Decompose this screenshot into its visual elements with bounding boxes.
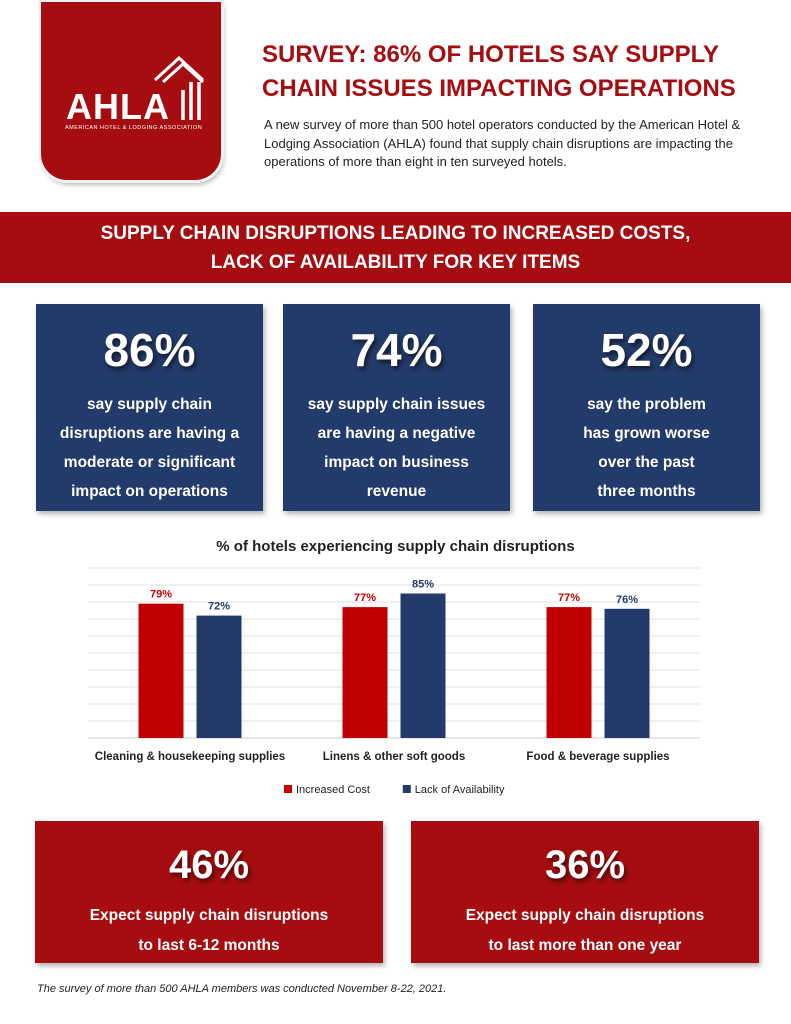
bar <box>197 616 242 738</box>
stat-card-2 <box>283 304 510 511</box>
legend-label: Lack of Availability <box>414 784 505 796</box>
data-label: 77% <box>353 592 377 605</box>
stat-desc-line: disruptions are having a <box>59 425 240 442</box>
legend-swatch <box>403 785 411 793</box>
stat-desc-line: say supply chain issues <box>307 396 486 413</box>
stat-desc-line: three months <box>597 483 696 500</box>
logo-text: AHLA <box>66 86 170 127</box>
bottom-stat-value: 36% <box>544 843 626 887</box>
page-title <box>262 38 772 106</box>
bottom-stat-desc-line: Expect supply chain disruptions <box>465 907 705 924</box>
stat-desc-line: impact on business <box>324 454 469 471</box>
stat-desc-line: has grown worse <box>583 425 710 442</box>
legend-swatch <box>284 785 292 793</box>
bar <box>605 609 650 738</box>
bar <box>343 607 388 738</box>
bottom-stat-description <box>35 901 383 961</box>
category-label: Linens & other soft goods <box>322 751 466 763</box>
stat-card-3 <box>533 304 760 511</box>
section-banner <box>0 212 791 283</box>
data-label: 76% <box>615 593 639 606</box>
banner-line-1: SUPPLY CHAIN DISRUPTIONS LEADING TO INCREASED COSTS, <box>100 223 691 244</box>
bar <box>401 594 446 739</box>
stat-desc-line: revenue <box>366 483 427 500</box>
data-label: 79% <box>149 588 173 601</box>
bottom-stat-card-1 <box>35 821 383 963</box>
data-label: 72% <box>207 600 231 613</box>
ahla-logo <box>41 2 221 180</box>
bottom-stat-value: 46% <box>168 843 250 887</box>
stat-description <box>533 390 760 506</box>
stat-value: 74% <box>350 324 443 376</box>
stat-desc-line: say the problem <box>587 396 706 413</box>
stat-desc-line: say supply chain <box>87 396 212 413</box>
stat-value: 52% <box>600 324 693 376</box>
stat-value: 86% <box>103 324 196 376</box>
stat-desc-line: moderate or significant <box>63 454 236 471</box>
stat-description <box>283 390 510 506</box>
stat-desc-line: are having a negative <box>317 425 476 442</box>
bottom-stat-description <box>411 901 759 961</box>
banner-line-2: LACK OF AVAILABILITY FOR KEY ITEMS <box>210 252 581 273</box>
intro-paragraph: A new survey of more than 500 hotel operators conducted by the American Hotel & Lodging Association (AHLA) found that supply chain disruptions are impacting the operations of more than eight in ten surveyed hotels. <box>264 117 741 169</box>
title-line-1: SURVEY: 86% OF HOTELS SAY SUPPLY <box>262 41 720 68</box>
legend-label: Increased Cost <box>296 784 370 796</box>
bar-chart <box>0 560 791 810</box>
bottom-stat-desc-line: Expect supply chain disruptions <box>89 907 329 924</box>
stat-desc-line: over the past <box>598 454 695 471</box>
chart-title: % of hotels experiencing supply chain disruptions <box>216 538 575 555</box>
category-label: Food & beverage supplies <box>526 751 670 763</box>
category-label: Cleaning & housekeeping supplies <box>94 751 286 763</box>
bottom-stat-card-2 <box>411 821 759 963</box>
bar <box>547 607 592 738</box>
bar <box>139 604 184 738</box>
stat-description <box>36 390 263 506</box>
data-label: 77% <box>557 592 581 605</box>
data-label: 85% <box>411 578 435 591</box>
title-line-2: CHAIN ISSUES IMPACTING OPERATIONS <box>262 75 736 102</box>
bottom-stat-desc-line: to last 6-12 months <box>138 937 280 954</box>
stat-desc-line: impact on operations <box>71 483 228 500</box>
logo-subtitle: AMERICAN HOTEL & LODGING ASSOCIATION <box>65 125 203 131</box>
stat-card-1 <box>36 304 263 511</box>
footnote: The survey of more than 500 AHLA members was conducted November 8-22, 2021. <box>37 983 447 995</box>
bottom-stat-desc-line: to last more than one year <box>488 937 682 954</box>
